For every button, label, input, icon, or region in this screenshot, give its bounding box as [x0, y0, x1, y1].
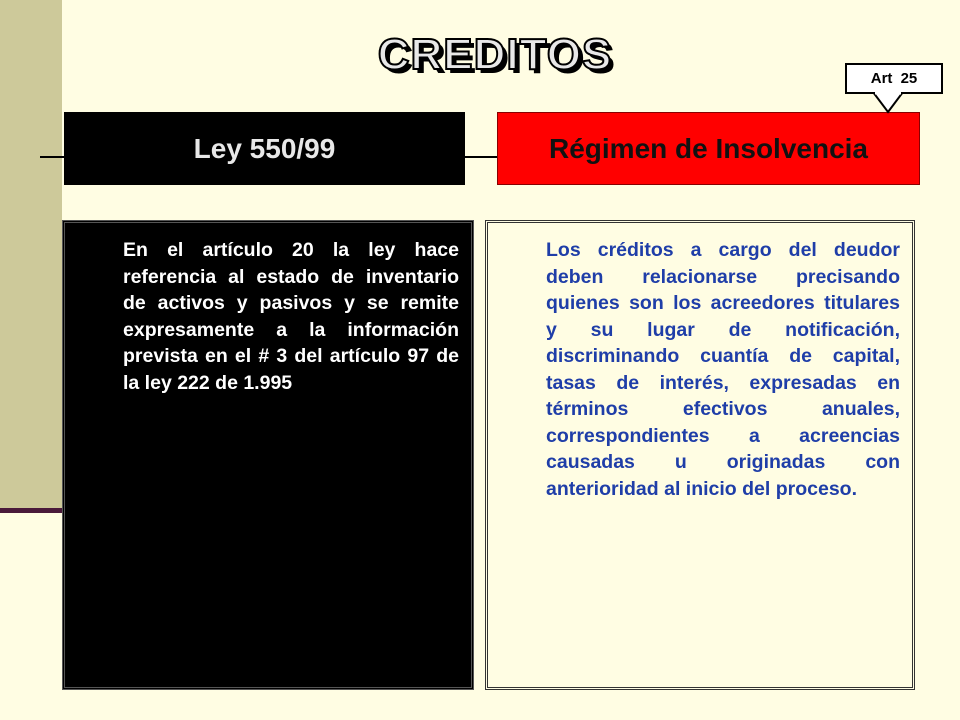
callout-art-25	[845, 63, 943, 94]
connector-line-middle	[465, 156, 498, 158]
header-ley-550	[64, 112, 465, 185]
header-ley-550-label: Ley 550/99	[193, 132, 336, 164]
callout-tail-icon	[872, 92, 906, 114]
ley-550-text-box	[62, 220, 474, 690]
regimen-text-box	[485, 220, 915, 690]
regimen-text: Los créditos a cargo del deudor deben relacionarse precisando quienes son los acreedores titulares y su lugar de notificación, discriminando cuantía de capital, tasas de interés, expresadas en términos efectivos anuales, correspondientes a acreencias causadas u originadas con anterioridad al inicio del proceso.	[546, 239, 900, 500]
ley-550-text: En el artículo 20 la ley hace referencia al estado de inventario de activos y pasivos y se remite expresamente a la información prevista en el # 3 del artículo 97 de la ley 222 de 1.995	[123, 239, 459, 394]
header-regimen-insolvencia-label: Régimen de Insolvencia	[549, 132, 868, 164]
side-decor-line	[0, 508, 66, 513]
header-regimen-insolvencia	[497, 112, 920, 185]
slide-title: CREDITOS	[377, 30, 613, 79]
callout-label: Art 25	[870, 70, 918, 87]
connector-line-left	[40, 156, 66, 158]
